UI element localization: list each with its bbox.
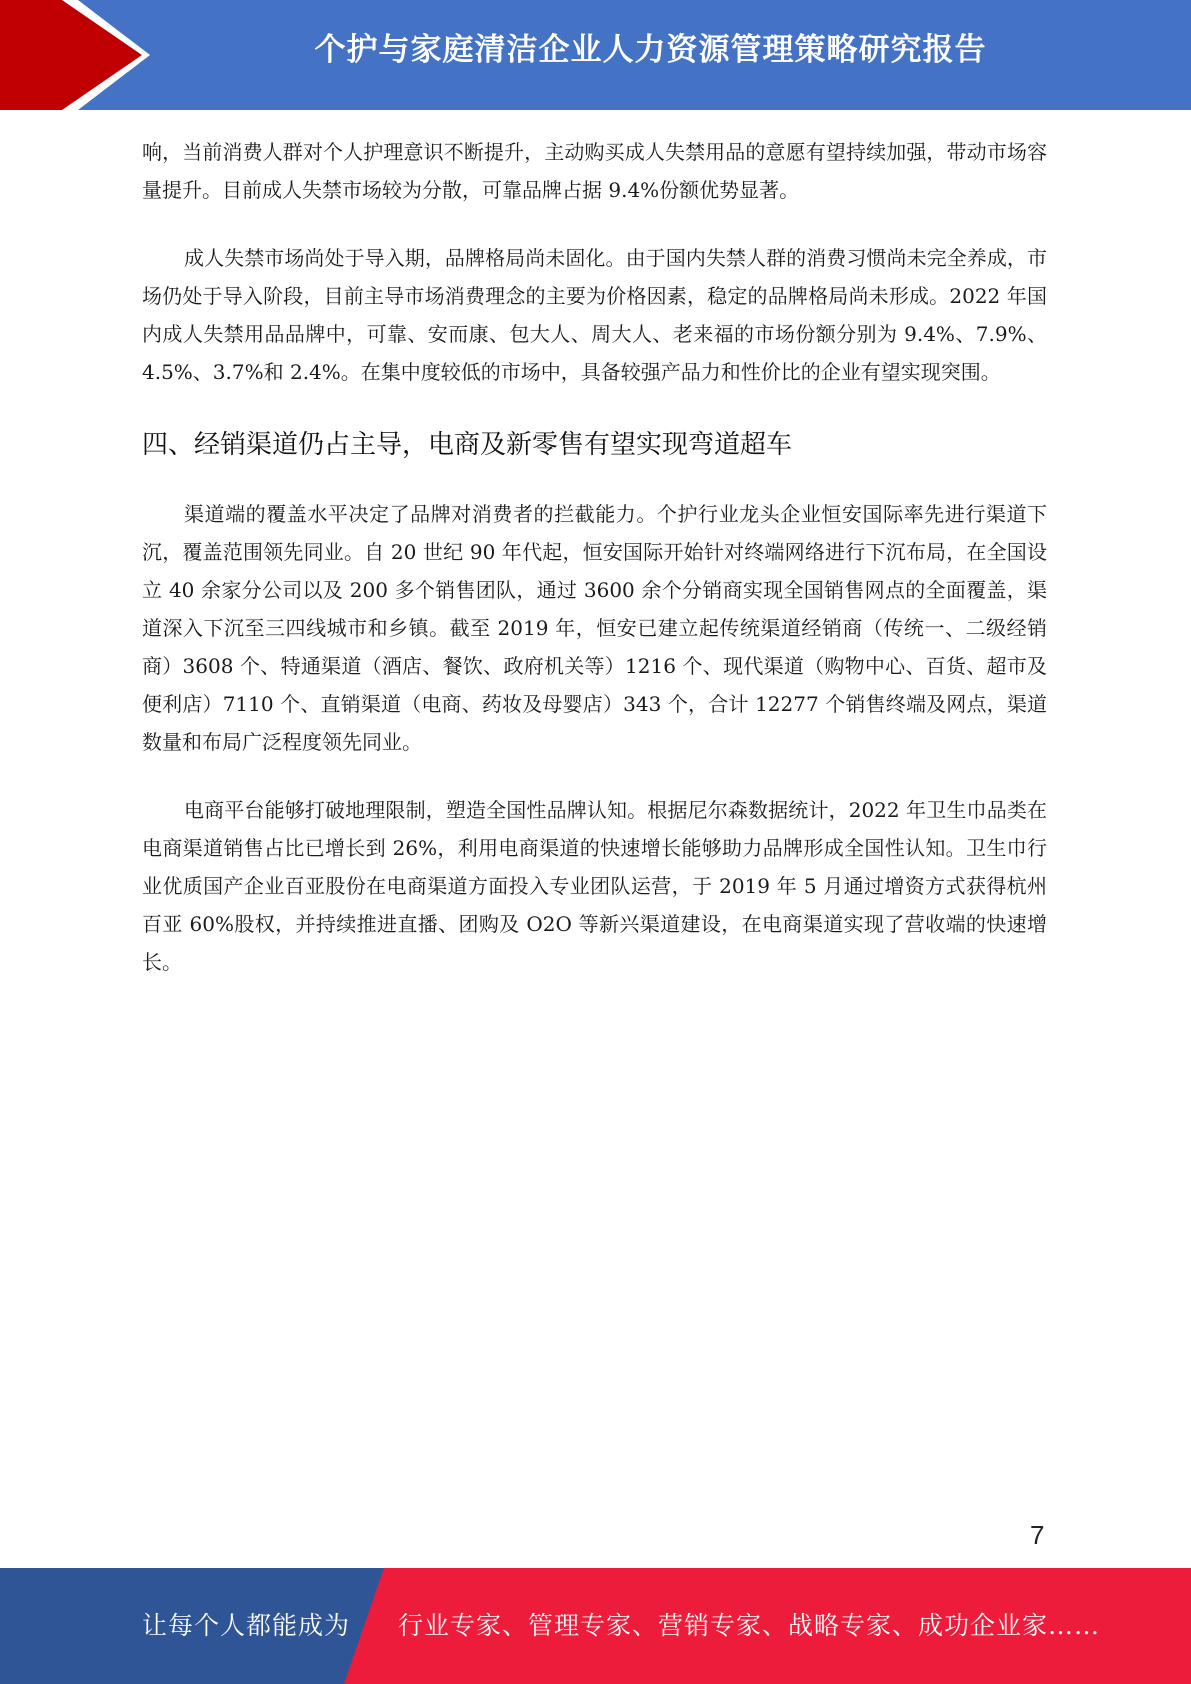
paragraph-ecommerce: 电商平台能够打破地理限制，塑造全国性品牌认知。根据尼尔森数据统计，2022 年卫生巾品类在电商渠道销售占比已增长到 26%，利用电商渠道的快速增长能够助力品牌形成全国性认知。卫生巾行业优质国产企业百亚股份在电商渠道方面投入专业团队运营，于 2019 年 5 月通过增资方式获得杭州百亚 60%股权，并持续推进直播、团购及 O2O 等新兴渠道建设，在电商渠道实现了营收端的快速增长。 xyxy=(142,798,1047,974)
page-number: 7 xyxy=(1030,1520,1045,1550)
page-content xyxy=(142,133,1047,981)
section-heading: 四、经销渠道仍占主导，电商及新零售有望实现弯道超车 xyxy=(142,430,793,460)
report-title: 个护与家庭清洁企业人力资源管理策略研究报告 xyxy=(314,32,987,68)
paragraph-channel-coverage: 渠道端的覆盖水平决定了品牌对消费者的拦截能力。个护行业龙头企业恒安国际率先进行渠道下沉，覆盖范围领先同业。自 20 世纪 90 年代起，恒安国际开始针对终端网络进行下沉布局，在全国设立 40 余家分公司以及 200 多个销售团队，通过 3600 余个分销商实现全国销售网点的全面覆盖，渠道深入下沉至三四线城市和乡镇。截至 2019 年，恒安已建立起传统渠道经销商（传统一、二级经销商）3608 个、特通渠道（酒店、餐饮、政府机关等）1216 个、现代渠道（购物中心、百货、超市及便利店）7110 个、直销渠道（电商、药妆及母婴店）343 个，合计 12277 个销售终端及网点，渠道数量和布局广泛程度领先同业。 xyxy=(142,502,1047,754)
paragraph-adult-incontinence: 成人失禁市场尚处于导入期，品牌格局尚未固化。由于国内失禁人群的消费习惯尚未完全养成，市场仍处于导入阶段，目前主导市场消费理念的主要为价格因素，稳定的品牌格局尚未形成。2022 年国内成人失禁用品品牌中，可靠、安而康、包大人、周大人、老来福的市场份额分别为 9.4%、7.9%、4.5%、3.7%和 2.4%。在集中度较低的市场中，具备较强产品力和性价比的企业有望实现突围。 xyxy=(142,246,1047,384)
footer-slogan-left: 让每个人都能成为 xyxy=(142,1611,351,1640)
header-arrow-decoration xyxy=(0,0,160,110)
page-header xyxy=(0,0,1191,110)
paragraph-continued: 响，当前消费人群对个人护理意识不断提升，主动购买成人失禁用品的意愿有望持续加强，带动市场容量提升。目前成人失禁市场较为分散，可靠品牌占据 9.4%份额优势显著。 xyxy=(142,140,1047,202)
page-footer xyxy=(0,1568,1191,1684)
footer-slogan-right: 行业专家、管理专家、营销专家、战略专家、成功企业家…… xyxy=(398,1611,1101,1640)
